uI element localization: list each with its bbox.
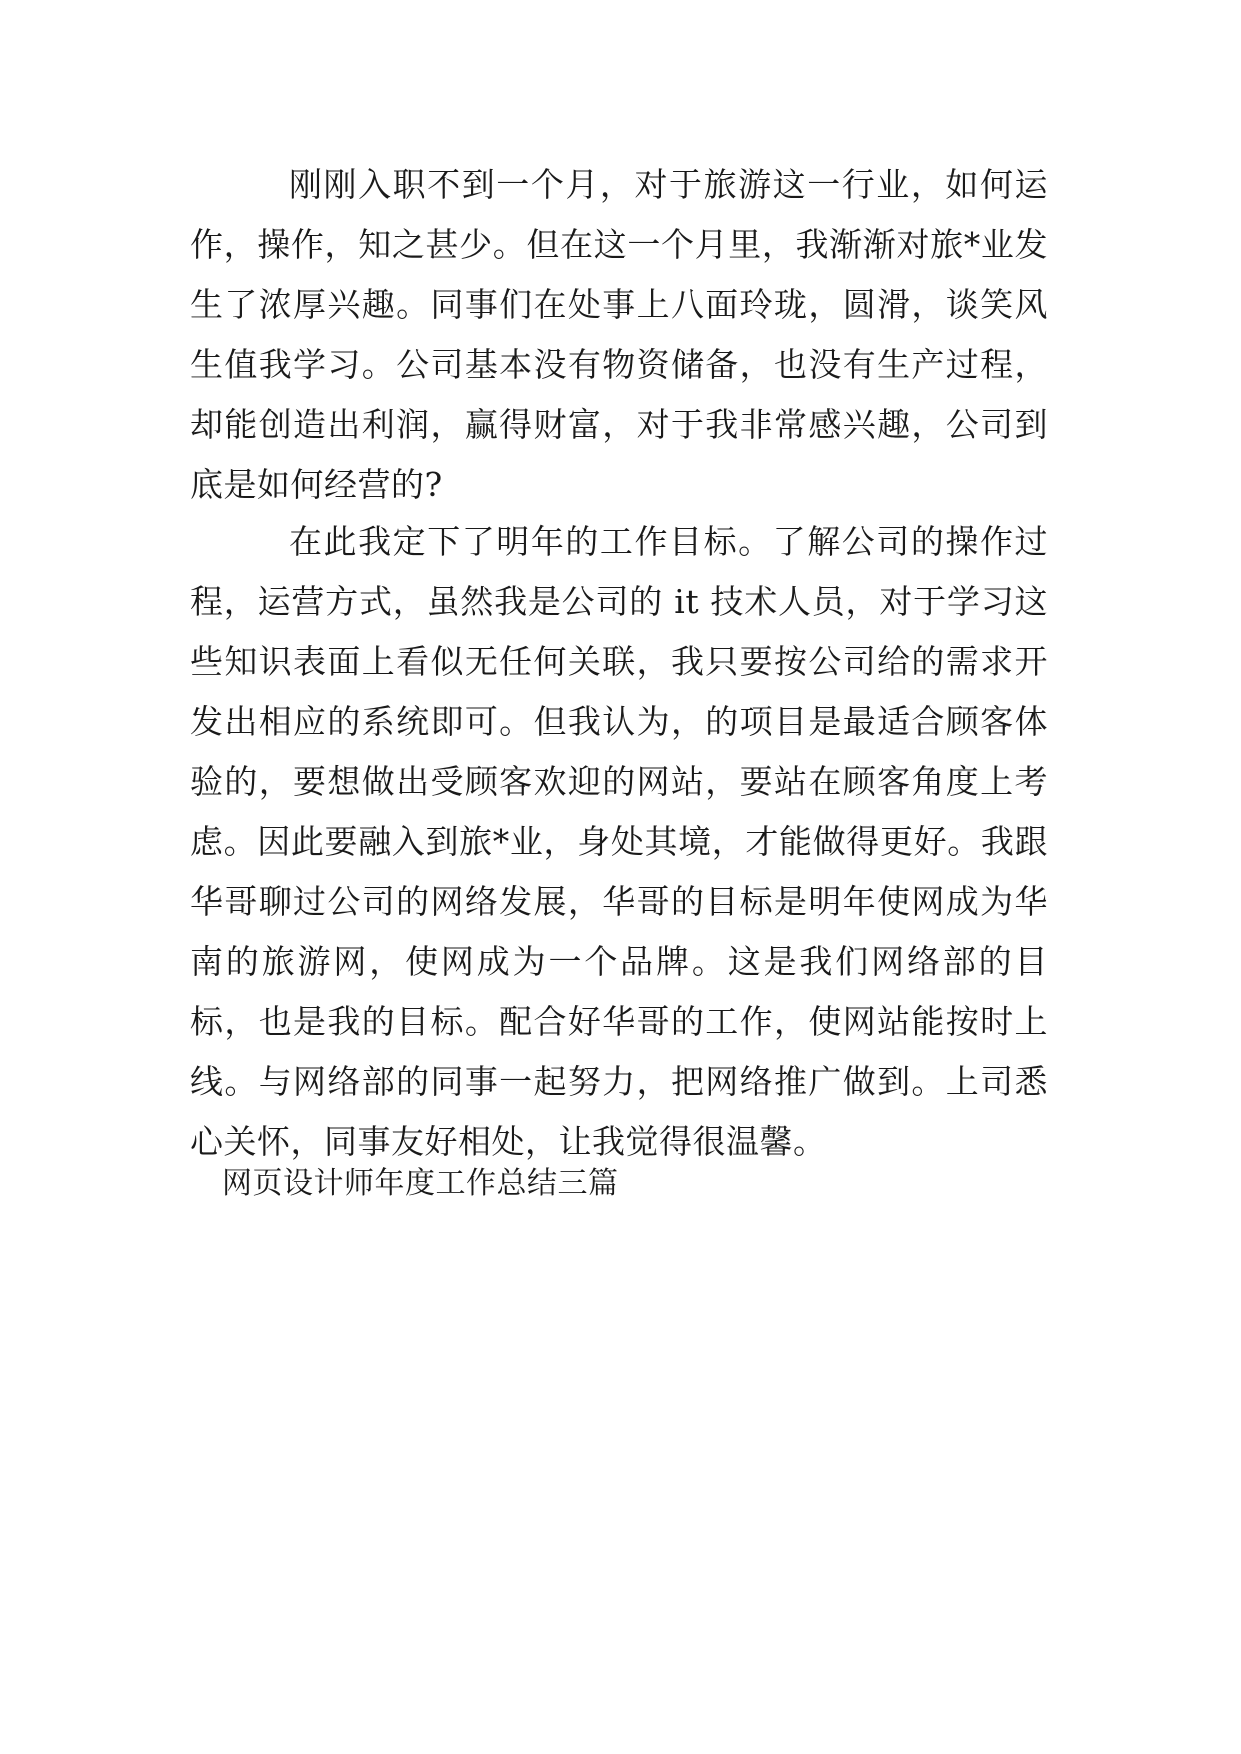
paragraph-2: 在此我定下了明年的工作目标。了解公司的操作过程，运营方式，虽然我是公司的 it 技术人员，对于学习这些知识表面上看似无任何关联，我只要按公司给的需求开发出相应的系统即可。但我认为，的项目是最适合顾客体验的，要想做出受顾客欢迎的网站，要站在顾客角度上考虑。因此要融入到旅*业，身处其境，才能做得更好。我跟华哥聊过公司的网络发展，华哥的目标是明年使网成为华南的旅游网，使网成为一个品牌。这是我们网络部的目标，也是我的目标。配合好华哥的工作，使网站能按时上线。与网络部的同事一起努力，把网络推广做到。上司悉心关怀，同事友好相处，让我觉得很温馨。 [190, 522, 1048, 1161]
paragraph-1: 刚刚入职不到一个月，对于旅游这一行业，如何运作，操作，知之甚少。但在这一个月里，我渐渐对旅*业发生了浓厚兴趣。同事们在处事上八面玲珑，圆滑，谈笑风生值我学习。公司基本没有物资储备，也没有生产过程，却能创造出利润，赢得财富，对于我非常感兴趣，公司到底是如何经营的? [190, 165, 1048, 504]
section-heading: 网页设计师年度工作总结三篇 [222, 1166, 619, 1201]
